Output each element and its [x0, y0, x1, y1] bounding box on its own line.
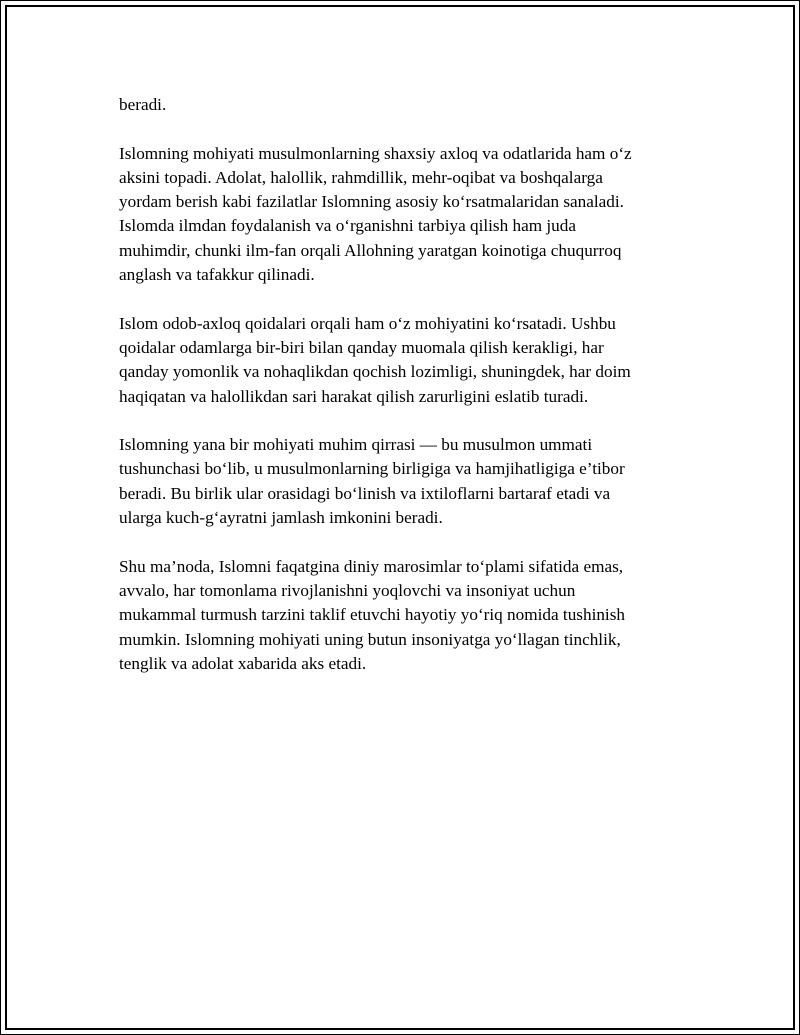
paragraph-2 [119, 142, 679, 288]
text-line: mukammal turmush tarzini taklif etuvchi hayotiy yo‘riq nomida tushinish [119, 605, 625, 625]
document-body [119, 93, 679, 700]
text-line: qoidalar odamlarga bir-biri bilan qanday muomala qilish kerakligi, har [119, 337, 604, 357]
text-line: haqiqatan va halollikdan sari harakat qilish zarurligini eslatib turadi. [119, 386, 589, 406]
paragraph-4 [119, 433, 679, 530]
text-line: avvalo, har tomonlama rivojlanishni yoqlovchi va insoniyat uchun [119, 580, 576, 600]
text-line: beradi. Bu birlik ular orasidagi bo‘linish va ixtiloflarni bartaraf etadi va [119, 483, 611, 503]
text-line: muhimdir, chunki ilm-fan orqali Allohning yaratgan koinotiga chuqurroq [119, 240, 622, 260]
text-line: qanday yomonlik va nohaqlikdan qochish lozimligi, shuningdek, har doim [119, 362, 631, 382]
text-line: Islomda ilmdan foydalanish va o‘rganishni tarbiya qilish ham juda [119, 216, 576, 236]
text-line: tenglik va adolat xabarida aks etadi. [119, 653, 367, 673]
text-line: Islom odob-axloq qoidalari orqali ham o‘z mohiyatini ko‘rsatadi. Ushbu [119, 313, 616, 333]
text-line: Shu ma’noda, Islomni faqatgina diniy marosimlar to‘plami sifatida emas, [119, 556, 624, 576]
text-line: aksini topadi. Adolat, halollik, rahmdillik, mehr-oqibat va boshqalarga [119, 167, 603, 187]
paragraph-3 [119, 312, 679, 409]
paragraph-1 [119, 93, 679, 117]
paragraph-5 [119, 555, 679, 676]
text-line: ularga kuch-g‘ayratni jamlash imkonini beradi. [119, 508, 443, 528]
text-line: mumkin. Islomning mohiyati uning butun insoniyatga yo‘llagan tinchlik, [119, 629, 621, 649]
text-line: anglash va tafakkur qilinadi. [119, 265, 315, 285]
text-line: tushunchasi bo‘lib, u musulmonlarning birligiga va hamjihatligiga e’tibor [119, 459, 625, 479]
text-line: beradi. [119, 95, 167, 114]
text-line: Islomning yana bir mohiyati muhim qirrasi — bu musulmon ummati [119, 435, 593, 455]
text-line: Islomning mohiyati musulmonlarning shaxsiy axloq va odatlarida ham o‘z [119, 143, 632, 163]
text-line: yordam berish kabi fazilatlar Islomning asosiy ko‘rsatmalaridan sanaladi. [119, 192, 624, 212]
